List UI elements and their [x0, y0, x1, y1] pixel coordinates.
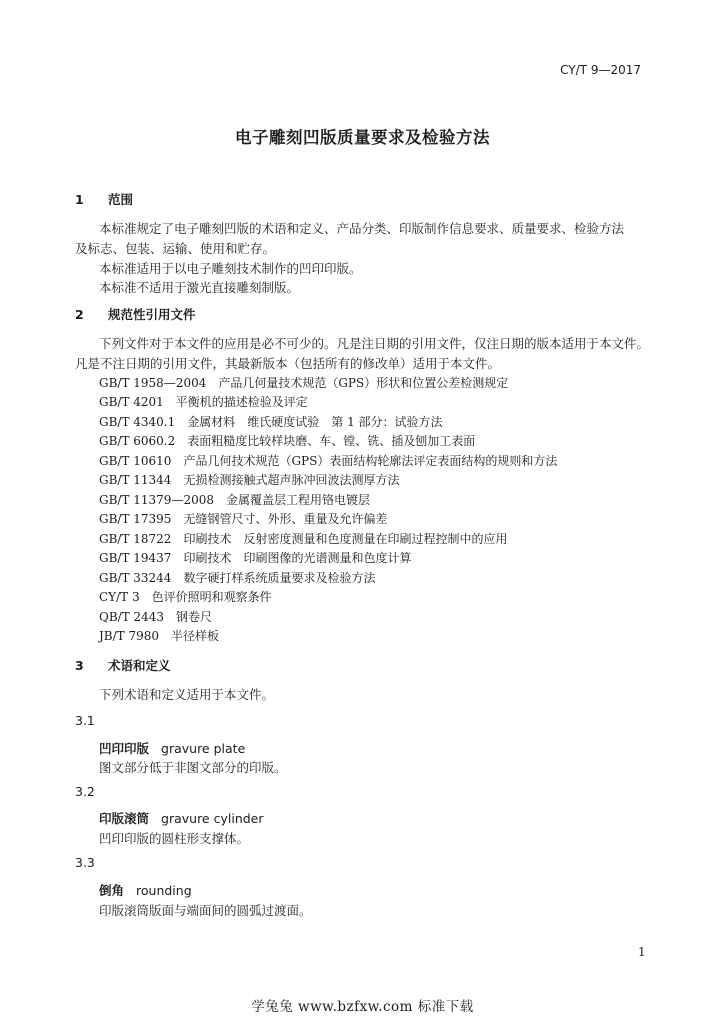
standard-code: CY/T 9—2017 [560, 63, 641, 77]
term-number: 3.1 [75, 713, 95, 728]
page-number: 1 [638, 945, 646, 959]
term-definition: 凹印印版的圆柱形支撑体。 [99, 831, 250, 846]
paragraph: 本标准规定了电子雕刻凹版的术语和定义、产品分类、印版制作信息要求、质量要求、检验方法 [99, 221, 625, 236]
reference-item: GB/T 17395 无缝钢管尺寸、外形、重量及允许偏差 [99, 512, 388, 526]
reference-item: CY/T 3 色评价照明和观察条件 [99, 590, 272, 604]
reference-item: QB/T 2443 钢卷尺 [99, 610, 213, 624]
section-title: 术语和定义 [108, 658, 171, 673]
section-number: 1 [75, 192, 84, 207]
document-title: 电子雕刻凹版质量要求及检验方法 [235, 128, 490, 147]
reference-item: GB/T 4340.1 金属材料 维氏硬度试验 第 1 部分：试验方法 [99, 415, 443, 429]
reference-item: GB/T 11344 无损检测接触式超声脉冲回波法测厚方法 [99, 473, 400, 487]
reference-item: GB/T 18722 印刷技术 反射密度测量和色度测量在印刷过程控制中的应用 [99, 532, 508, 546]
paragraph: 下列术语和定义适用于本文件。 [99, 687, 275, 702]
term-english: rounding [136, 883, 192, 898]
term-chinese: 倒角 [99, 883, 125, 898]
term-definition: 图文部分低于非图文部分的印版。 [99, 760, 287, 775]
reference-item: GB/T 10610 产品几何技术规范（GPS）表面结构轮廓法评定表面结构的规则和方法 [99, 454, 558, 468]
term-chinese: 印版滚筒 [99, 811, 150, 826]
term-english: gravure cylinder [161, 811, 264, 826]
term-definition: 印版滚筒版面与端面间的圆弧过渡面。 [99, 903, 312, 918]
reference-item: GB/T 11379—2008 金属覆盖层工程用铬电镀层 [99, 493, 370, 507]
reference-item: GB/T 4201 平衡机的描述检验及评定 [99, 395, 308, 409]
paragraph: 本标准适用于以电子雕刻技术制作的凹印印版。 [99, 261, 362, 276]
term-number: 3.2 [75, 784, 95, 799]
paragraph: 凡是不注日期的引用文件，其最新版本（包括所有的修改单）适用于本文件。 [75, 356, 501, 371]
section-2-heading [75, 305, 196, 323]
term-title [99, 739, 245, 757]
reference-item: JB/T 7980 半径样板 [99, 629, 220, 643]
term-number: 3.3 [75, 855, 95, 870]
term-title [99, 881, 192, 899]
section-number: 2 [75, 307, 84, 322]
term-title [99, 809, 264, 827]
section-1-heading [75, 190, 133, 208]
term-english: gravure plate [161, 741, 246, 756]
reference-item: GB/T 6060.2 表面粗糙度比较样块磨、车、镗、铣、插及刨加工表面 [99, 434, 476, 448]
paragraph: 下列文件对于本文件的应用是必不可少的。凡是注日期的引用文件，仅注日期的版本适用于本文件。 [99, 336, 650, 351]
section-number: 3 [75, 658, 84, 673]
term-chinese: 凹印印版 [99, 741, 150, 756]
reference-item: GB/T 1958—2004 产品几何量技术规范（GPS）形状和位置公差检测规定 [99, 376, 509, 390]
section-title: 规范性引用文件 [108, 307, 196, 322]
reference-item: GB/T 33244 数字硬打样系统质量要求及检验方法 [99, 571, 376, 585]
paragraph: 及标志、包装、运输、使用和贮存。 [75, 241, 276, 256]
section-3-heading [75, 656, 171, 674]
reference-item: GB/T 19437 印刷技术 印刷图像的光谱测量和色度计算 [99, 551, 412, 565]
section-title: 范围 [108, 192, 134, 207]
paragraph: 本标准不适用于激光直接雕刻制版。 [99, 280, 300, 295]
footer-watermark: 学兔兔 www.bzfxw.com 标准下载 [251, 999, 474, 1015]
